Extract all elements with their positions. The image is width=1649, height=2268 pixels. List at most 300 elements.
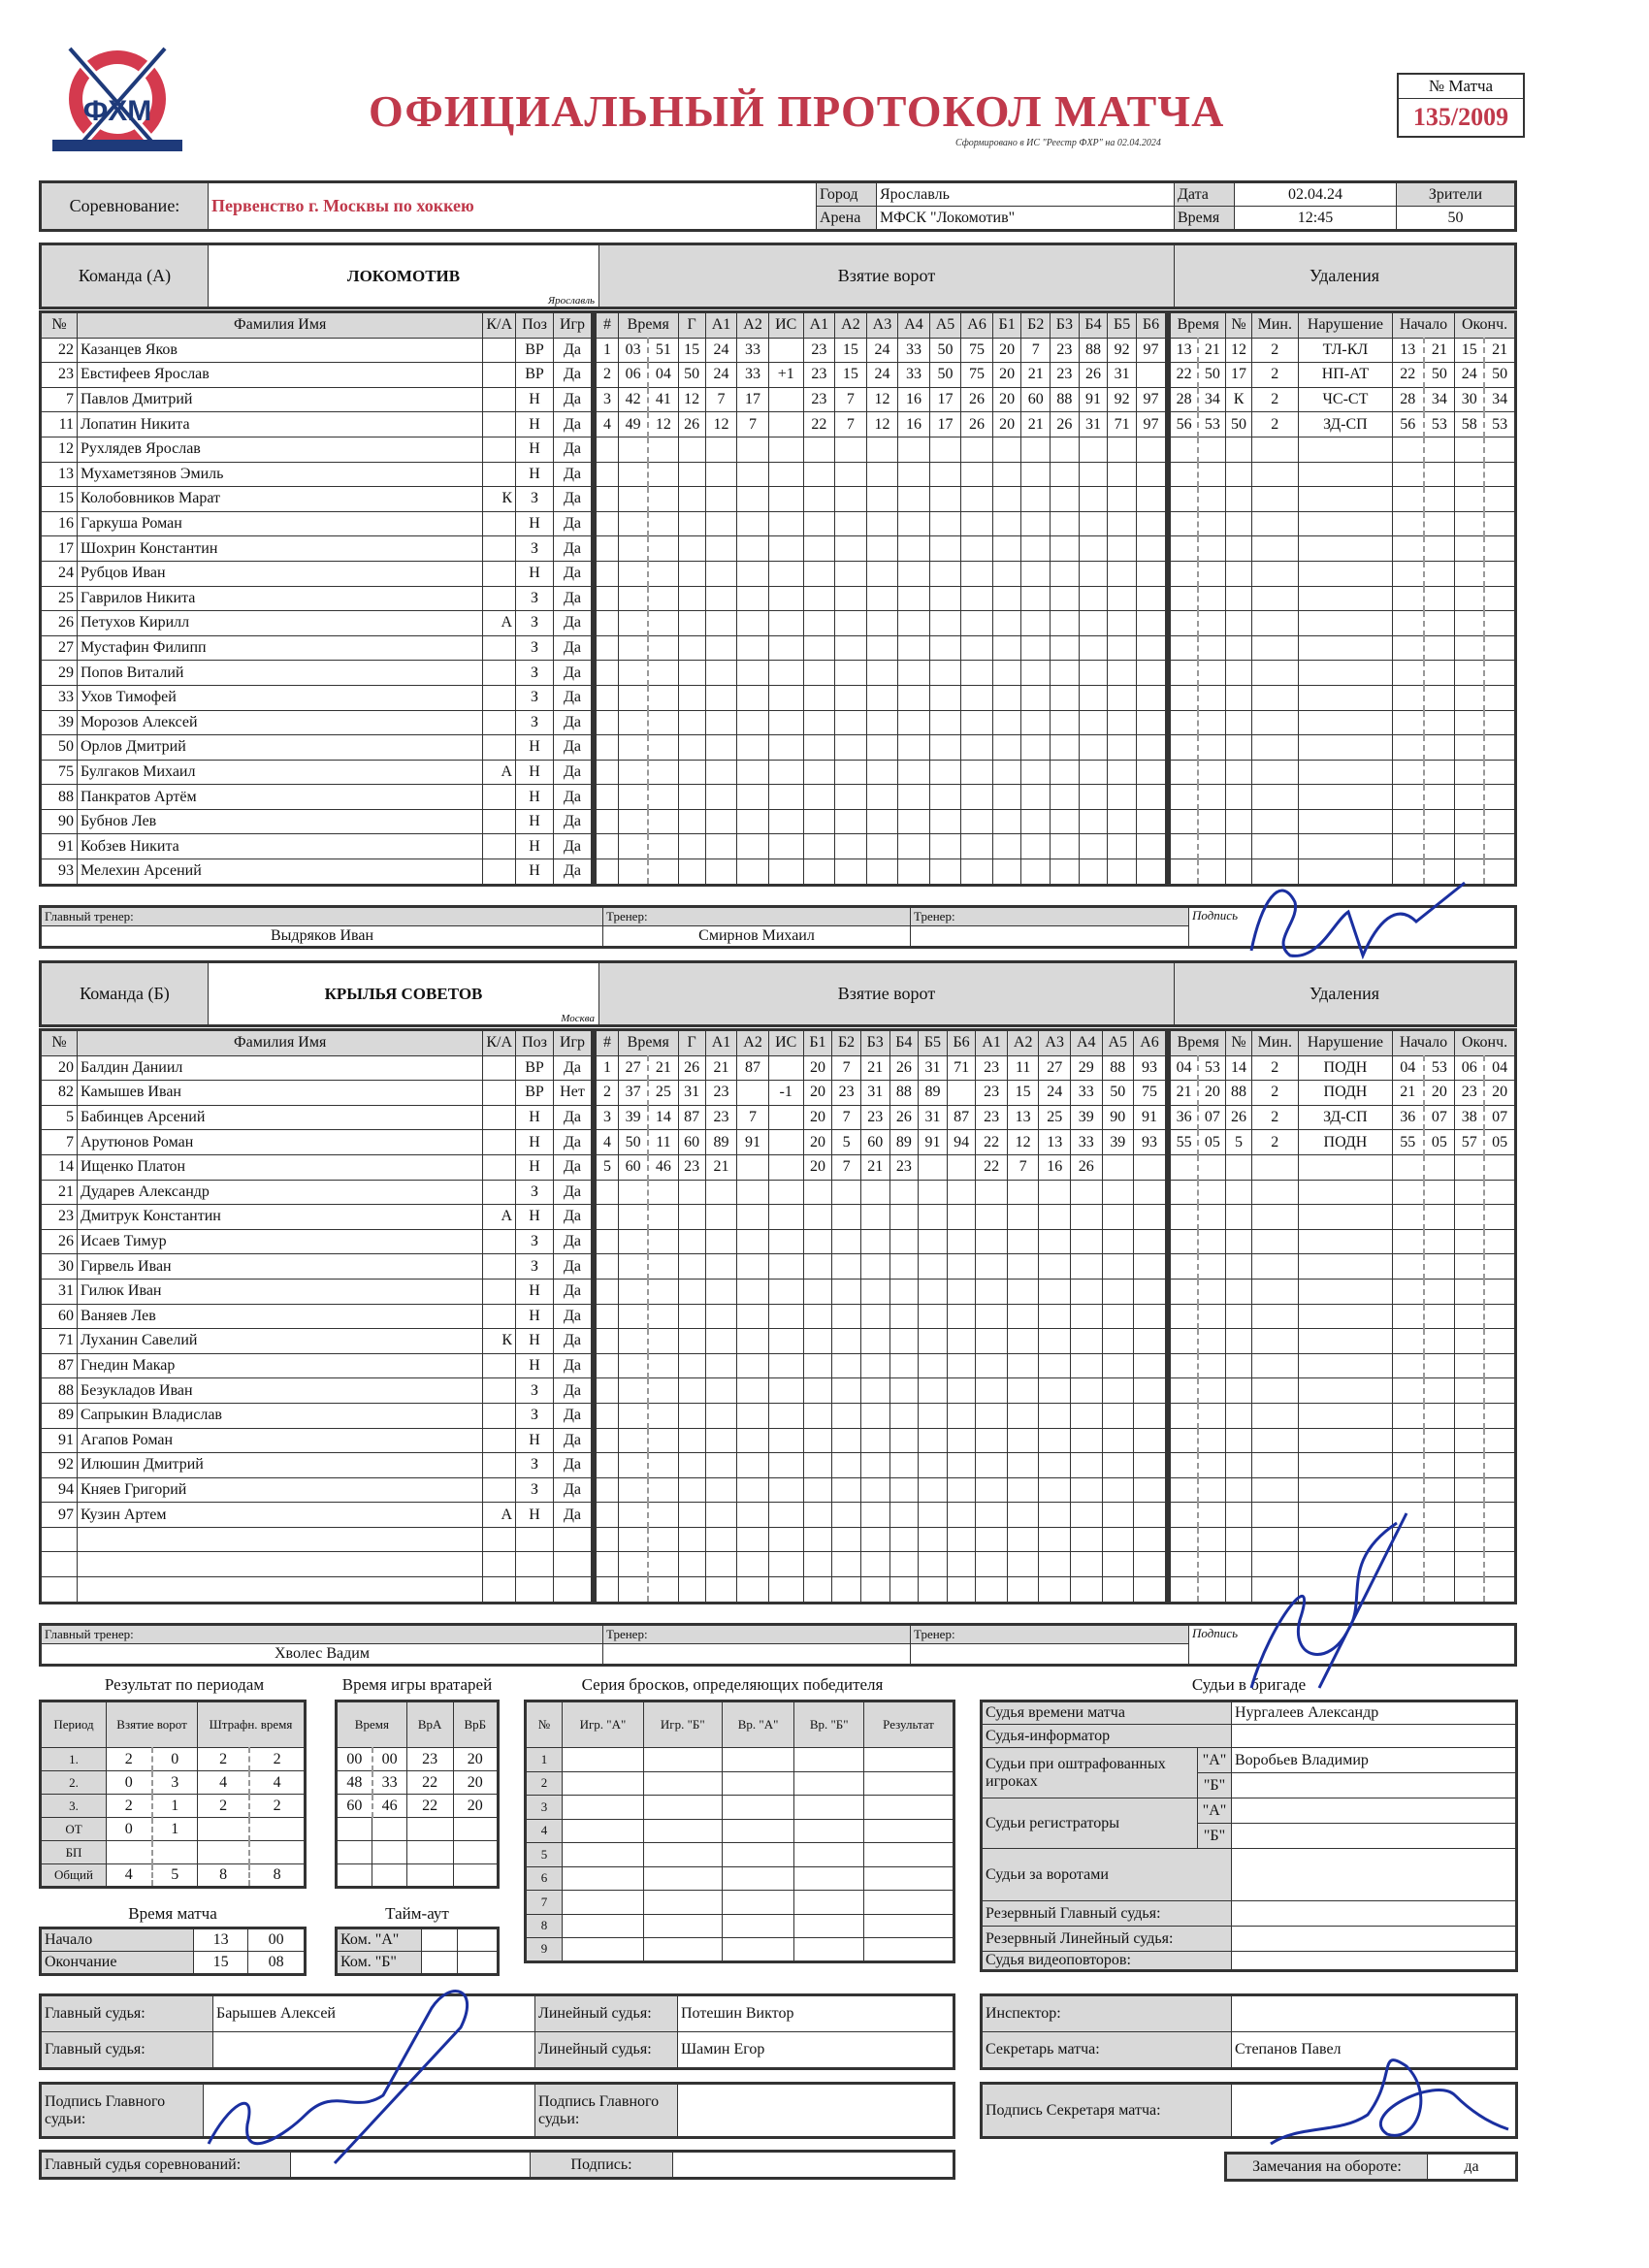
penalty-end-minute xyxy=(1455,1378,1485,1404)
shootout-cell xyxy=(864,1914,954,1938)
on-ice-scoring xyxy=(832,1453,861,1478)
goal-row xyxy=(596,1081,1167,1106)
table-row xyxy=(41,611,593,636)
penalty-player xyxy=(1226,661,1251,686)
on-ice-scoring xyxy=(961,760,993,785)
penalty-minute xyxy=(1170,1329,1199,1354)
on-ice-conceding xyxy=(1079,462,1108,487)
goal-minute xyxy=(619,1577,649,1604)
on-ice-conceding: 12 xyxy=(1007,1130,1039,1155)
on-ice-conceding xyxy=(1134,1329,1167,1354)
goal-second xyxy=(648,710,678,735)
goal-minute: 06 xyxy=(619,363,649,388)
results-pim-b xyxy=(249,1818,305,1841)
results-goals-a: 2 xyxy=(107,1795,152,1818)
on-ice-conceding xyxy=(1039,1180,1071,1205)
on-ice-scoring xyxy=(961,859,993,886)
on-ice-scoring xyxy=(889,1477,919,1503)
player-number: 23 xyxy=(41,1205,78,1230)
on-ice-scoring xyxy=(947,1527,976,1552)
on-ice-scoring: 15 xyxy=(835,363,867,388)
penalty-end-second xyxy=(1484,661,1515,686)
results-pim-a: 8 xyxy=(198,1864,250,1888)
player-position: З xyxy=(516,685,554,710)
on-ice-conceding: 88 xyxy=(1102,1055,1134,1081)
player-played: Да xyxy=(554,1353,593,1378)
on-ice-scoring xyxy=(919,1154,948,1180)
team_b-goal-h-onice-0: Б1 xyxy=(803,1030,832,1056)
goal-row xyxy=(596,735,1167,761)
team_a-goal-h-onice-2: А3 xyxy=(866,312,898,339)
on-ice-conceding xyxy=(1108,661,1137,686)
on-ice-scoring xyxy=(835,760,867,785)
on-ice-conceding xyxy=(1007,1552,1039,1577)
goal-scorer xyxy=(678,635,705,661)
player-played: Да xyxy=(554,1428,593,1453)
penalty-player xyxy=(1226,1403,1251,1428)
player-number: 15 xyxy=(41,487,78,512)
on-ice-conceding xyxy=(992,859,1021,886)
goal-row xyxy=(596,1205,1167,1230)
goal-second xyxy=(648,1552,678,1577)
player-number: 25 xyxy=(41,586,78,611)
player-played: Да xyxy=(554,1503,593,1528)
on-ice-scoring: 7 xyxy=(832,1154,861,1180)
on-ice-scoring xyxy=(898,561,930,586)
goal-row xyxy=(596,1130,1167,1155)
goal-minute xyxy=(619,685,649,710)
on-ice-conceding xyxy=(1108,735,1137,761)
on-ice-conceding xyxy=(1039,1329,1071,1354)
goal-second: 51 xyxy=(648,338,678,363)
penalty-start-minute xyxy=(1392,661,1423,686)
penalty-end-second xyxy=(1484,586,1515,611)
on-ice-scoring xyxy=(803,1254,832,1280)
results-goals-b: 1 xyxy=(152,1795,198,1818)
reg-b-value xyxy=(1232,1824,1517,1849)
on-ice-scoring xyxy=(898,760,930,785)
empty-cell xyxy=(372,1841,407,1864)
player-played: Да xyxy=(554,1229,593,1254)
player-played: Да xyxy=(554,1279,593,1304)
on-ice-scoring xyxy=(835,437,867,462)
shootout-number: 2 xyxy=(526,1771,563,1796)
on-ice-conceding xyxy=(1136,635,1166,661)
empty-cell xyxy=(337,1864,372,1888)
on-ice-conceding xyxy=(1102,1254,1134,1280)
goal-situation xyxy=(768,1229,803,1254)
shootout-cell xyxy=(794,1938,864,1962)
table-row xyxy=(41,685,593,710)
goal-second xyxy=(648,735,678,761)
on-ice-scoring xyxy=(961,710,993,735)
on-ice-conceding xyxy=(1039,1229,1071,1254)
goal-row xyxy=(596,437,1167,462)
penalty-end-minute xyxy=(1455,785,1485,810)
goal-scorer xyxy=(678,611,705,636)
on-ice-scoring xyxy=(866,760,898,785)
on-ice-conceding xyxy=(1039,1279,1071,1304)
goal-assist-2 xyxy=(737,1577,769,1604)
results-pim-a: 4 xyxy=(198,1771,250,1795)
goal-situation xyxy=(768,338,803,363)
results-goals-b: 0 xyxy=(152,1748,198,1771)
penalty-start-second xyxy=(1424,661,1455,686)
on-ice-conceding: 92 xyxy=(1108,387,1137,412)
penalty-start-minute xyxy=(1392,1279,1423,1304)
on-ice-scoring xyxy=(919,1477,948,1503)
shootout-number: 7 xyxy=(526,1891,563,1915)
line-referee-label-1: Линейный судья: xyxy=(535,1995,678,2032)
on-ice-scoring xyxy=(860,1304,889,1329)
penalty-row xyxy=(1170,735,1516,761)
on-ice-conceding xyxy=(1051,859,1080,886)
penalty-row xyxy=(1170,859,1516,886)
goal-scorer xyxy=(678,1304,705,1329)
inspector-value xyxy=(1232,1995,1517,2032)
shootout-cell xyxy=(794,1914,864,1938)
penalty-end-minute xyxy=(1455,834,1485,859)
on-ice-scoring xyxy=(961,511,993,536)
results-pim-b: 8 xyxy=(249,1864,305,1888)
penalty-second: 34 xyxy=(1198,387,1226,412)
penalty-end-minute: 57 xyxy=(1455,1130,1485,1155)
on-ice-conceding xyxy=(1102,1527,1134,1552)
results-table xyxy=(39,1700,307,1889)
results-goals-a: 4 xyxy=(107,1864,152,1888)
goal-minute xyxy=(619,611,649,636)
team_a-header xyxy=(39,243,1517,309)
penalty-minutes xyxy=(1251,1453,1298,1478)
penalty-minutes xyxy=(1251,1428,1298,1453)
on-ice-conceding xyxy=(1021,859,1051,886)
on-ice-conceding xyxy=(1108,487,1137,512)
on-ice-conceding xyxy=(1007,1477,1039,1503)
penalty-start-minute xyxy=(1392,1503,1423,1528)
team_a-pen-h-inf: Нарушение xyxy=(1298,312,1392,339)
secretary-label: Секретарь матча: xyxy=(982,2032,1232,2069)
results-pim-a: 2 xyxy=(198,1748,250,1771)
on-ice-conceding: 90 xyxy=(1102,1105,1134,1130)
penalty-minutes xyxy=(1251,1304,1298,1329)
player-position: Н xyxy=(516,1329,554,1354)
goal-row xyxy=(596,1577,1167,1604)
penalty-start-second xyxy=(1424,1353,1455,1378)
goal-row xyxy=(596,611,1167,636)
penalty-start-second xyxy=(1424,1503,1455,1528)
goal-number xyxy=(596,859,619,886)
penalty-minutes xyxy=(1251,1205,1298,1230)
penalty-minutes xyxy=(1251,710,1298,735)
on-ice-scoring xyxy=(832,1378,861,1404)
goal-assist-2 xyxy=(737,437,769,462)
penalty-second xyxy=(1198,661,1226,686)
goal-assist-1: 7 xyxy=(705,387,737,412)
player-position xyxy=(516,1552,554,1577)
goal-second xyxy=(648,586,678,611)
penalty-infraction xyxy=(1298,487,1392,512)
competition-value: Первенство г. Москвы по хоккею xyxy=(209,182,817,231)
penalty-minutes xyxy=(1251,735,1298,761)
on-ice-conceding xyxy=(1039,1378,1071,1404)
goal-assist-2 xyxy=(737,1552,769,1577)
player-played: Да xyxy=(554,1329,593,1354)
on-ice-conceding xyxy=(992,561,1021,586)
on-ice-scoring xyxy=(889,1378,919,1404)
on-ice-scoring xyxy=(860,1353,889,1378)
goalie-row xyxy=(337,1771,499,1795)
player-role: А xyxy=(483,1503,516,1528)
match-info-table xyxy=(39,180,1517,232)
penalty-minute xyxy=(1170,1403,1199,1428)
goal-second xyxy=(648,487,678,512)
penalty-infraction xyxy=(1298,1378,1392,1404)
shootout-row xyxy=(526,1914,954,1938)
on-ice-conceding: 24 xyxy=(1039,1081,1071,1106)
penalty-infraction xyxy=(1298,785,1392,810)
penalty-start-second xyxy=(1424,760,1455,785)
goal-scorer: 87 xyxy=(678,1105,705,1130)
goal-minute: 50 xyxy=(619,1130,649,1155)
goal-scorer xyxy=(678,437,705,462)
on-ice-scoring xyxy=(929,859,961,886)
penalty-player: 88 xyxy=(1226,1081,1251,1106)
goal-assist-1 xyxy=(705,1254,737,1280)
goal-second xyxy=(648,859,678,886)
player-role xyxy=(483,536,516,562)
on-ice-scoring xyxy=(961,785,993,810)
on-ice-scoring xyxy=(866,561,898,586)
goal-assist-2 xyxy=(737,685,769,710)
on-ice-scoring xyxy=(929,834,961,859)
on-ice-scoring: 16 xyxy=(898,412,930,437)
player-played: Да xyxy=(554,487,593,512)
penalty-end-second xyxy=(1484,1279,1515,1304)
penalty-minute xyxy=(1170,1428,1199,1453)
player-number: 5 xyxy=(41,1105,78,1130)
on-ice-conceding xyxy=(992,487,1021,512)
arena-label: Арена xyxy=(817,207,877,231)
goal-scorer xyxy=(678,735,705,761)
penalty-start-second xyxy=(1424,536,1455,562)
penalty-start-minute xyxy=(1392,462,1423,487)
on-ice-conceding xyxy=(1079,661,1108,686)
on-ice-scoring xyxy=(961,536,993,562)
shootout-h-3: Вр. "А" xyxy=(722,1701,794,1748)
goal-situation xyxy=(768,561,803,586)
results-pim-b: 4 xyxy=(249,1771,305,1795)
player-number: 89 xyxy=(41,1403,78,1428)
goal-second xyxy=(648,1527,678,1552)
on-ice-scoring xyxy=(947,1453,976,1478)
on-ice-conceding xyxy=(1079,611,1108,636)
goal-number: 1 xyxy=(596,1055,619,1081)
player-position: Н xyxy=(516,785,554,810)
penalty-end-minute: 30 xyxy=(1455,387,1485,412)
penalty-second xyxy=(1198,586,1226,611)
goal-situation xyxy=(768,611,803,636)
penalty-row xyxy=(1170,1577,1516,1604)
results-pim-b xyxy=(249,1841,305,1864)
goal-situation xyxy=(768,785,803,810)
on-ice-conceding xyxy=(1007,1577,1039,1604)
shootout-cell xyxy=(563,1819,644,1843)
on-ice-conceding: 92 xyxy=(1108,338,1137,363)
penalty-end-minute xyxy=(1455,462,1485,487)
player-played: Да xyxy=(554,859,593,886)
on-ice-scoring xyxy=(961,661,993,686)
on-ice-scoring xyxy=(919,1329,948,1354)
on-ice-scoring xyxy=(947,1477,976,1503)
player-position: ВР xyxy=(516,1055,554,1081)
on-ice-scoring xyxy=(961,487,993,512)
penalty-end-second xyxy=(1484,685,1515,710)
on-ice-scoring xyxy=(929,661,961,686)
on-ice-conceding xyxy=(1108,710,1137,735)
on-ice-scoring xyxy=(866,462,898,487)
goal-row xyxy=(596,1304,1167,1329)
goal-assist-2: 91 xyxy=(737,1130,769,1155)
team_a-signature-label: Подпись xyxy=(1189,907,1516,948)
on-ice-scoring: 50 xyxy=(929,338,961,363)
goal-row xyxy=(596,1378,1167,1404)
player-played: Да xyxy=(554,511,593,536)
player-role xyxy=(483,1254,516,1280)
on-ice-scoring: 88 xyxy=(889,1081,919,1106)
goal-assist-1 xyxy=(705,785,737,810)
on-ice-conceding xyxy=(992,462,1021,487)
goal-assist-1 xyxy=(705,1353,737,1378)
penalty-infraction xyxy=(1298,1353,1392,1378)
goalies-title: Время игры вратарей xyxy=(341,1675,493,1694)
reg-a-tag: "А" xyxy=(1198,1798,1232,1824)
goal-assist-2 xyxy=(737,1279,769,1304)
penalty-row xyxy=(1170,1403,1516,1428)
player-number: 23 xyxy=(41,363,78,388)
player-number: 7 xyxy=(41,387,78,412)
on-ice-conceding xyxy=(1134,1353,1167,1378)
goal-minute xyxy=(619,735,649,761)
goal-second xyxy=(648,1403,678,1428)
penalty-end-second xyxy=(1484,785,1515,810)
penalty-minute: 28 xyxy=(1170,387,1199,412)
penalty-start-second xyxy=(1424,685,1455,710)
competition-main-referee-label: Главный судья соревнований: xyxy=(41,2152,291,2179)
goal-situation xyxy=(768,635,803,661)
penalty-start-minute xyxy=(1392,561,1423,586)
team_b-goals-title: Взятие ворот xyxy=(599,962,1175,1026)
on-ice-scoring xyxy=(803,1229,832,1254)
penalty-player xyxy=(1226,710,1251,735)
penalty-infraction xyxy=(1298,611,1392,636)
table-row xyxy=(41,338,593,363)
team_a-name-cell xyxy=(209,244,599,308)
on-ice-conceding xyxy=(1039,1304,1071,1329)
penalty-player xyxy=(1226,1353,1251,1378)
goal-situation xyxy=(768,1254,803,1280)
penalty-minute xyxy=(1170,710,1199,735)
goal-scorer xyxy=(678,1403,705,1428)
table-row xyxy=(41,1254,593,1280)
goal-number xyxy=(596,1254,619,1280)
on-ice-scoring xyxy=(803,1378,832,1404)
player-name: Казанцев Яков xyxy=(78,338,483,363)
on-ice-conceding xyxy=(1007,1279,1039,1304)
on-ice-conceding xyxy=(1134,1304,1167,1329)
player-name: Кузин Артем xyxy=(78,1503,483,1528)
shootout-row xyxy=(526,1748,954,1772)
shootout-cell xyxy=(864,1843,954,1867)
penalty-second xyxy=(1198,1378,1226,1404)
player-name: Попов Виталий xyxy=(78,661,483,686)
penalty-infraction: ЗД-СП xyxy=(1298,1105,1392,1130)
goal-second xyxy=(648,785,678,810)
goal-row xyxy=(596,412,1167,437)
penalty-minute xyxy=(1170,1180,1199,1205)
on-ice-conceding xyxy=(1039,1254,1071,1280)
team_b-coaches xyxy=(39,1623,1517,1667)
team_a-goal-h-onice-9: Б4 xyxy=(1079,312,1108,339)
goal-situation xyxy=(768,462,803,487)
table-row xyxy=(41,710,593,735)
match-start-min: 00 xyxy=(248,1928,306,1952)
on-ice-conceding: 27 xyxy=(1039,1055,1071,1081)
on-ice-conceding xyxy=(1102,1577,1134,1604)
penalty-start-second xyxy=(1424,1205,1455,1230)
main-referee-2 xyxy=(213,2032,535,2069)
goal-number xyxy=(596,760,619,785)
on-ice-scoring xyxy=(929,586,961,611)
table-row xyxy=(41,363,593,388)
penalty-minute xyxy=(1170,511,1199,536)
penalty-row xyxy=(1170,685,1516,710)
player-played xyxy=(554,1527,593,1552)
penalty-minute xyxy=(1170,1552,1199,1577)
penalty-player xyxy=(1226,561,1251,586)
match-time-title: Время матча xyxy=(128,1904,217,1923)
goal-scorer: 12 xyxy=(678,387,705,412)
table-row xyxy=(41,1304,593,1329)
team_b-pen-h-time: Время xyxy=(1170,1030,1226,1056)
penalty-end-second xyxy=(1484,1552,1515,1577)
goal-assist-1: 23 xyxy=(705,1105,737,1130)
penalty-infraction xyxy=(1298,1180,1392,1205)
on-ice-conceding xyxy=(1007,1453,1039,1478)
on-ice-conceding xyxy=(1021,437,1051,462)
spectators-label: Зрители xyxy=(1397,182,1516,207)
goal-minute xyxy=(619,1205,649,1230)
penalty-end-second xyxy=(1484,561,1515,586)
penalty-second xyxy=(1198,760,1226,785)
player-name: Луханин Савелий xyxy=(78,1329,483,1354)
table-row xyxy=(41,536,593,562)
penalty-minutes xyxy=(1251,1527,1298,1552)
penalty-row xyxy=(1170,487,1516,512)
on-ice-scoring: 23 xyxy=(803,387,835,412)
on-ice-conceding: 71 xyxy=(1108,412,1137,437)
goal-minute xyxy=(619,1279,649,1304)
penalty-start-minute xyxy=(1392,1329,1423,1354)
team_b-goal-h-2: А2 xyxy=(737,1030,769,1056)
player-role xyxy=(483,1229,516,1254)
player-number xyxy=(41,1552,78,1577)
on-ice-scoring xyxy=(866,635,898,661)
penalty-start-second xyxy=(1424,635,1455,661)
on-ice-conceding xyxy=(976,1229,1008,1254)
penalty-minutes xyxy=(1251,785,1298,810)
goal-number xyxy=(596,710,619,735)
goal-assist-1 xyxy=(705,1304,737,1329)
